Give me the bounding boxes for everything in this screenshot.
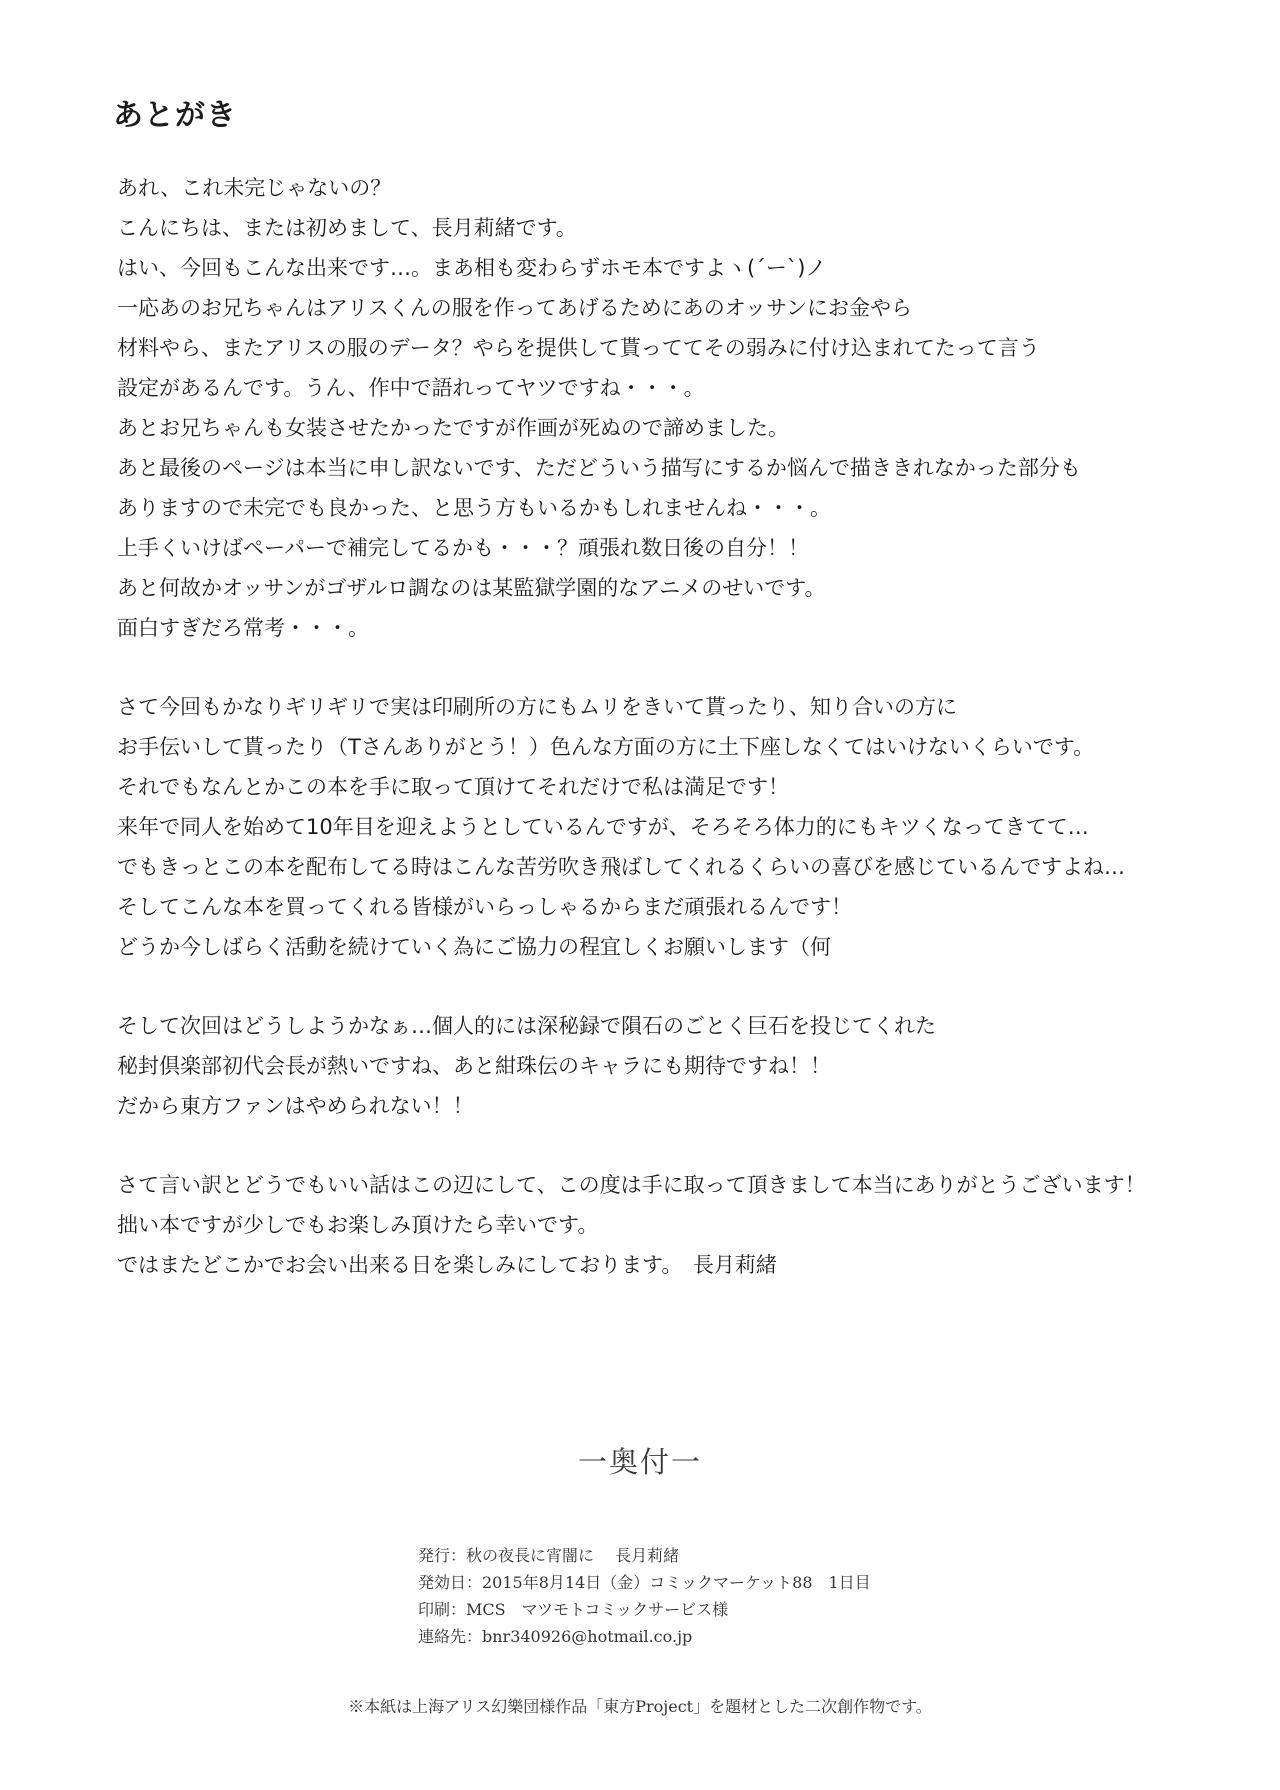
text-line: ではまたどこかでお会い出来る日を楽しみにしております。 長月莉緒: [117, 1253, 777, 1277]
text-line: あと何故かオッサンがゴザルロ調なのは某監獄学園的なアニメのせいです。: [117, 576, 826, 600]
text-line: 来年で同人を始めて10年目を迎えようとしているんですが、そろそろ体力的にもキツくなってきてて…: [117, 815, 1089, 839]
afterword-body: [117, 168, 1146, 1285]
colophon: [418, 1542, 871, 1650]
colophon-printer: 印刷：MCS マツモトコミックサービス様: [418, 1600, 729, 1619]
text-line: あれ、これ未完じゃないの？: [117, 176, 392, 200]
text-line: そして次回はどうしようかなぁ…個人的には深秘録で隕石のごとく巨石を投じてくれた: [117, 1014, 936, 1038]
text-line: さて今回もかなりギリギリで実は印刷所の方にもムリをきいて貰ったり、知り合いの方に: [117, 695, 957, 719]
text-line: だから東方ファンはやめられない！！: [117, 1094, 474, 1118]
text-line: それでもなんとかこの本を手に取って頂けてそれだけで私は満足です！: [117, 775, 789, 799]
derivative-work-notice: ※本紙は上海アリス幻樂団様作品「東方Project」を題材とした二次創作物です。: [348, 1697, 932, 1716]
colophon-heading: 一奥付一: [577, 1445, 702, 1479]
text-line: こんにちは、または初めまして、長月莉緒です。: [117, 216, 577, 240]
text-line: 秘封倶楽部初代会長が熱いですね、あと紺珠伝のキャラにも期待ですね！！: [117, 1054, 831, 1078]
page-title: あとがき: [113, 98, 237, 133]
text-line: あとお兄ちゃんも女装させたかったですが作画が死ぬので諦めました。: [117, 416, 789, 440]
text-line: 上手くいけばペーパーで補完してるかも・・・？頑張れ数日後の自分！！: [117, 536, 809, 560]
text-line: 設定があるんです。うん、作中で語れってヤツですね・・・。: [117, 376, 705, 400]
text-line: はい、今回もこんな出来です…。まあ相も変わらずホモ本ですよヽ(´ー`)ノ: [117, 256, 827, 280]
colophon-contact: 連絡先：bnr340926@hotmail.co.jp: [418, 1627, 693, 1646]
text-line: でもきっとこの本を配布してる時はこんな苦労吹き飛ばしてくれるくらいの喜びを感じているんですよね…: [117, 855, 1125, 879]
paragraph-gap: [117, 967, 1146, 1006]
text-line: どうか今しばらく活動を続けていく為にご協力の程宜しくお願いします（何: [117, 935, 831, 959]
text-line: そしてこんな本を買ってくれる皆様がいらっしゃるからまだ頑張れるんです！: [117, 895, 852, 919]
text-line: あと最後のページは本当に申し訳ないです、ただどういう描写にするか悩んで描ききれなかった部分も: [117, 456, 1081, 480]
colophon-date: 発効日：2015年8月14日（金）コミックマーケット88 1日目: [418, 1573, 871, 1592]
text-line: 一応あのお兄ちゃんはアリスくんの服を作ってあげるためにあのオッサンにお金やら: [117, 296, 913, 320]
text-line: ありますので未完でも良かった、と思う方もいるかもしれませんね・・・。: [117, 496, 831, 520]
text-line: さて言い訳とどうでもいい話はこの辺にして、この度は手に取って頂きまして本当にありがとうございます！: [117, 1173, 1146, 1197]
colophon-publisher: 発行：秋の夜長に宵闇に 長月莉緒: [418, 1546, 680, 1565]
paragraph-gap: [117, 648, 1146, 687]
paragraph-gap: [117, 1126, 1146, 1165]
text-line: お手伝いして貰ったり（Tさんありがとう！）色んな方面の方に土下座しなくてはいけないくらいです。: [117, 735, 1095, 759]
text-line: 拙い本ですが少しでもお楽しみ頂けたら幸いです。: [117, 1213, 599, 1237]
text-line: 面白すぎだろ常考・・・。: [117, 616, 369, 640]
text-line: 材料やら、またアリスの服のデータ？やらを提供して貰っててその弱みに付け込まれてたって言う: [117, 336, 1040, 360]
